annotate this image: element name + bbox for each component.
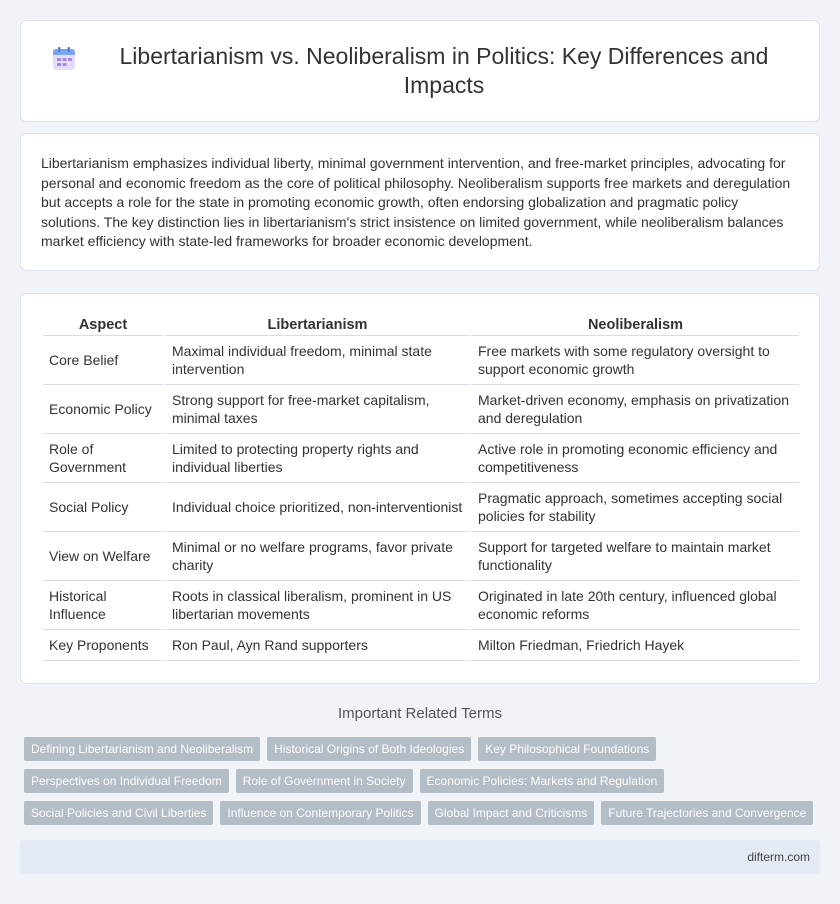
table-row (43, 581, 799, 630)
related-tags (24, 737, 824, 833)
related-tag[interactable]: Role of Government in Society (236, 769, 413, 793)
table-header-row (43, 314, 799, 336)
tag-row (24, 801, 824, 825)
intro-card (20, 133, 820, 271)
related-terms-title: Important Related Terms (338, 705, 502, 722)
tag-row (24, 737, 824, 761)
table-row (43, 434, 799, 483)
row-neoliberalism: Milton Friedman, Friedrich Hayek (469, 630, 799, 661)
comparison-table (43, 314, 799, 661)
related-tag[interactable]: Key Philosophical Foundations (478, 737, 656, 761)
page-title: Libertarianism vs. Neoliberalism in Politics: Key Differences and Impacts (119, 43, 769, 98)
related-tag[interactable]: Social Policies and Civil Liberties (24, 801, 213, 825)
row-neoliberalism: Originated in late 20th century, influenced global economic reforms (469, 581, 799, 630)
related-tag[interactable]: Historical Origins of Both Ideologies (267, 737, 471, 761)
document-icon (51, 46, 77, 72)
row-aspect: Historical Influence (43, 581, 163, 630)
row-aspect: Economic Policy (43, 385, 163, 434)
row-libertarianism: Individual choice prioritized, non-interventionist (163, 483, 469, 532)
comparison-card (20, 293, 820, 684)
row-neoliberalism: Pragmatic approach, sometimes accepting social policies for stability (469, 483, 799, 532)
table-row (43, 336, 799, 385)
row-neoliberalism: Free markets with some regulatory oversight to support economic growth (469, 336, 799, 385)
related-tag[interactable]: Future Trajectories and Convergence (601, 801, 813, 825)
footer-site-link[interactable]: difterm.com (747, 850, 810, 864)
row-aspect: Social Policy (43, 483, 163, 532)
row-libertarianism: Roots in classical liberalism, prominent in US libertarian movements (163, 581, 469, 630)
row-neoliberalism: Market-driven economy, emphasis on privatization and deregulation (469, 385, 799, 434)
header-libertarianism: Libertarianism (163, 314, 469, 336)
row-aspect: Key Proponents (43, 630, 163, 661)
related-tag[interactable]: Influence on Contemporary Politics (220, 801, 420, 825)
title-wrap (51, 42, 789, 100)
row-aspect: Role of Government (43, 434, 163, 483)
row-neoliberalism: Active role in promoting economic efficiency and competitiveness (469, 434, 799, 483)
table-row (43, 483, 799, 532)
related-tag[interactable]: Global Impact and Criticisms (428, 801, 595, 825)
row-libertarianism: Limited to protecting property rights and individual liberties (163, 434, 469, 483)
related-tag[interactable]: Perspectives on Individual Freedom (24, 769, 229, 793)
table-row (43, 630, 799, 661)
header-aspect: Aspect (43, 314, 163, 336)
header-neoliberalism: Neoliberalism (469, 314, 799, 336)
row-libertarianism: Strong support for free-market capitalism, minimal taxes (163, 385, 469, 434)
row-aspect: Core Belief (43, 336, 163, 385)
intro-paragraph: Libertarianism emphasizes individual liberty, minimal government intervention, and free-market principles, advocating for personal and economic freedom as the core of political philosophy. Neoliberalism supports free markets and deregulation but accepts a role for the state in promoting economic growth, often endorsing globalization and pragmatic policy solutions. The key distinction lies in libertarianism's strict insistence on limited government, while neoliberalism balances market efficiency with state-led frameworks for broader economic development. (41, 155, 791, 250)
table-row (43, 385, 799, 434)
related-tag[interactable]: Defining Libertarianism and Neoliberalism (24, 737, 260, 761)
related-tag[interactable]: Economic Policies: Markets and Regulation (420, 769, 665, 793)
row-aspect: View on Welfare (43, 532, 163, 581)
row-libertarianism: Maximal individual freedom, minimal state intervention (163, 336, 469, 385)
table-row (43, 532, 799, 581)
row-libertarianism: Minimal or no welfare programs, favor private charity (163, 532, 469, 581)
footer (20, 840, 820, 874)
row-libertarianism: Ron Paul, Ayn Rand supporters (163, 630, 469, 661)
tag-row (24, 769, 824, 793)
title-card (20, 20, 820, 122)
row-neoliberalism: Support for targeted welfare to maintain market functionality (469, 532, 799, 581)
